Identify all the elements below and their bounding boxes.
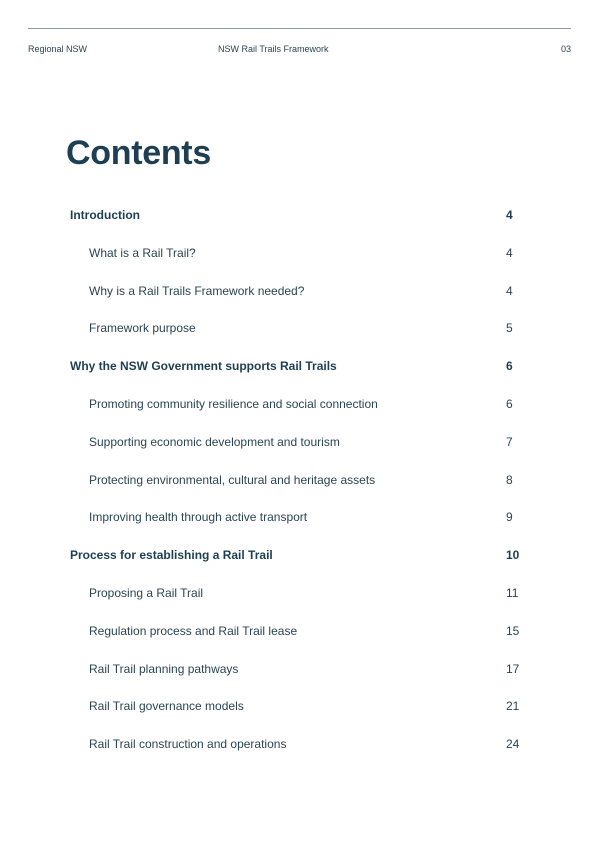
header-section-name: Regional NSW	[28, 44, 88, 54]
toc-entry-label: Regulation process and Rail Trail lease	[89, 623, 298, 638]
toc-entry-label: Rail Trail governance models	[89, 699, 244, 714]
header-page-number: 03	[560, 44, 571, 54]
page-title: Contents	[66, 134, 211, 172]
toc-entry-label: Process for establishing a Rail Trail	[70, 548, 273, 563]
toc-entry-label: Rail Trail construction and operations	[89, 737, 287, 752]
toc-entry-label: Why the NSW Government supports Rail Trails	[70, 359, 337, 374]
toc-entry-label: Protecting environmental, cultural and heritage assets	[89, 472, 376, 487]
toc-entry-page: 21	[506, 699, 520, 714]
toc-entry-what-is-rail-trail[interactable]	[70, 241, 522, 279]
toc-entry-page: 6	[506, 359, 513, 374]
toc-entry-planning-pathways[interactable]	[70, 657, 522, 695]
toc-entry-page: 11	[506, 585, 519, 600]
toc-entry-label: Improving health through active transport	[89, 510, 308, 525]
toc-entry-page: 24	[506, 737, 520, 752]
toc-entry-improving-health[interactable]	[70, 505, 522, 543]
toc-entry-page: 6	[506, 396, 513, 411]
toc-entry-label: Introduction	[70, 208, 140, 222]
toc-entry-construction-operations[interactable]	[70, 732, 522, 770]
toc-entry-page: 9	[506, 510, 513, 525]
table-of-contents	[70, 203, 522, 770]
toc-entry-label: Proposing a Rail Trail	[89, 585, 204, 600]
toc-entry-establishing-process[interactable]	[70, 543, 522, 581]
toc-entry-proposing[interactable]	[70, 581, 522, 619]
header-document-title: NSW Rail Trails Framework	[218, 44, 329, 54]
toc-entry-page: 10	[506, 548, 520, 563]
toc-entry-why-government-supports[interactable]	[70, 354, 522, 392]
toc-entry-page: 4	[506, 245, 513, 260]
toc-entry-page: 5	[506, 321, 513, 336]
toc-entry-page: 4	[506, 208, 513, 222]
toc-entry-label: Supporting economic development and tourism	[89, 434, 340, 449]
toc-entry-page: 15	[506, 623, 520, 638]
toc-entry-label: Framework purpose	[89, 321, 196, 336]
toc-entry-label: Rail Trail planning pathways	[89, 661, 239, 676]
toc-entry-page: 7	[506, 434, 513, 449]
toc-entry-framework-purpose[interactable]	[70, 316, 522, 354]
toc-entry-introduction[interactable]	[70, 203, 522, 241]
toc-entry-community-resilience[interactable]	[70, 392, 522, 430]
toc-entry-governance-models[interactable]	[70, 694, 522, 732]
toc-entry-label: Why is a Rail Trails Framework needed?	[89, 283, 305, 298]
toc-entry-label: Promoting community resilience and social connection	[89, 396, 378, 411]
toc-entry-why-framework-needed[interactable]	[70, 279, 522, 317]
header-rule	[28, 28, 571, 29]
running-header	[28, 44, 571, 58]
toc-entry-regulation-process[interactable]	[70, 619, 522, 657]
toc-entry-economic-development[interactable]	[70, 430, 522, 468]
toc-entry-page: 8	[506, 472, 513, 487]
toc-entry-page: 4	[506, 283, 513, 298]
toc-entry-environmental-assets[interactable]	[70, 468, 522, 506]
toc-entry-label: What is a Rail Trail?	[89, 245, 196, 260]
toc-entry-page: 17	[506, 661, 520, 676]
